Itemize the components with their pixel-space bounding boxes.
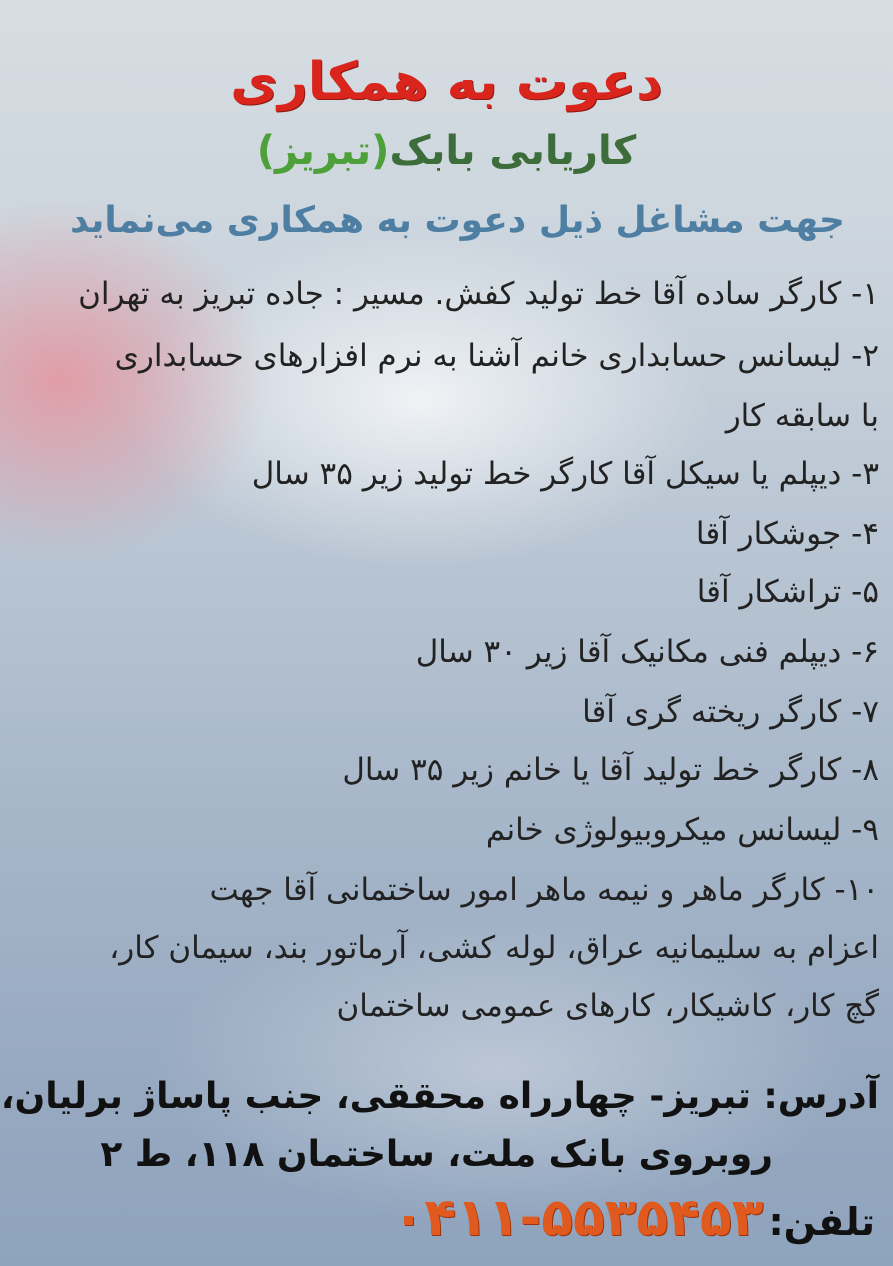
- job-item: ۸- کارگر خط تولید آقا یا خانم زیر ۳۵ سال: [342, 752, 879, 788]
- job-item: ۳- دیپلم یا سیکل آقا کارگر خط تولید زیر ۳۵ سال: [251, 456, 879, 492]
- job-item: ۷- کارگر ریخته گری آقا: [582, 694, 879, 730]
- job-item: ۱۰- کارگر ماهر و نیمه ماهر امور ساختمانی آقا جهت: [209, 872, 879, 908]
- job-item-continuation: با سابقه کار: [725, 398, 879, 434]
- job-item-continuation: اعزام به سلیمانیه عراق، لوله کشی، آرماتور بند، سیمان کار،: [109, 930, 879, 966]
- job-item: ۴- جوشکار آقا: [695, 516, 879, 552]
- agency-city: (تبریز): [256, 128, 390, 174]
- ad-title: دعوت به همکاری: [230, 52, 663, 112]
- job-item: ۶- دیپلم فنی مکانیک آقا زیر ۳۰ سال: [415, 634, 879, 670]
- job-item: ۵- تراشکار آقا: [696, 574, 879, 610]
- job-item: ۱- کارگر ساده آقا خط تولید کفش. مسیر : جاده تبریز به تهران: [78, 276, 879, 312]
- agency-name: [0, 128, 893, 174]
- job-item-continuation: گچ کار، کاشیکار، کارهای عمومی ساختمان: [336, 988, 879, 1024]
- agency-title: کاریابی بابک: [389, 128, 637, 174]
- phone-label: تلفن:: [768, 1200, 875, 1244]
- phone-row: [8, 1188, 875, 1248]
- address-line-2: روبروی بانک ملت، ساختمان ۱۱۸، ط ۲: [100, 1134, 773, 1175]
- job-item: ۹- لیسانس میکروبیولوژی خانم: [485, 812, 879, 848]
- job-item: ۲- لیسانس حسابداری خانم آشنا به نرم افزارهای حسابداری: [114, 338, 879, 374]
- address-line-1: آدرس: تبریز- چهارراه محققی، جنب پاساژ برلیان،: [0, 1076, 879, 1117]
- phone-number: ۰۴۱۱-۵۵۳۵۴۵۳: [392, 1188, 764, 1248]
- intro-text: جهت مشاغل ذیل دعوت به همکاری می‌نماید: [70, 200, 845, 241]
